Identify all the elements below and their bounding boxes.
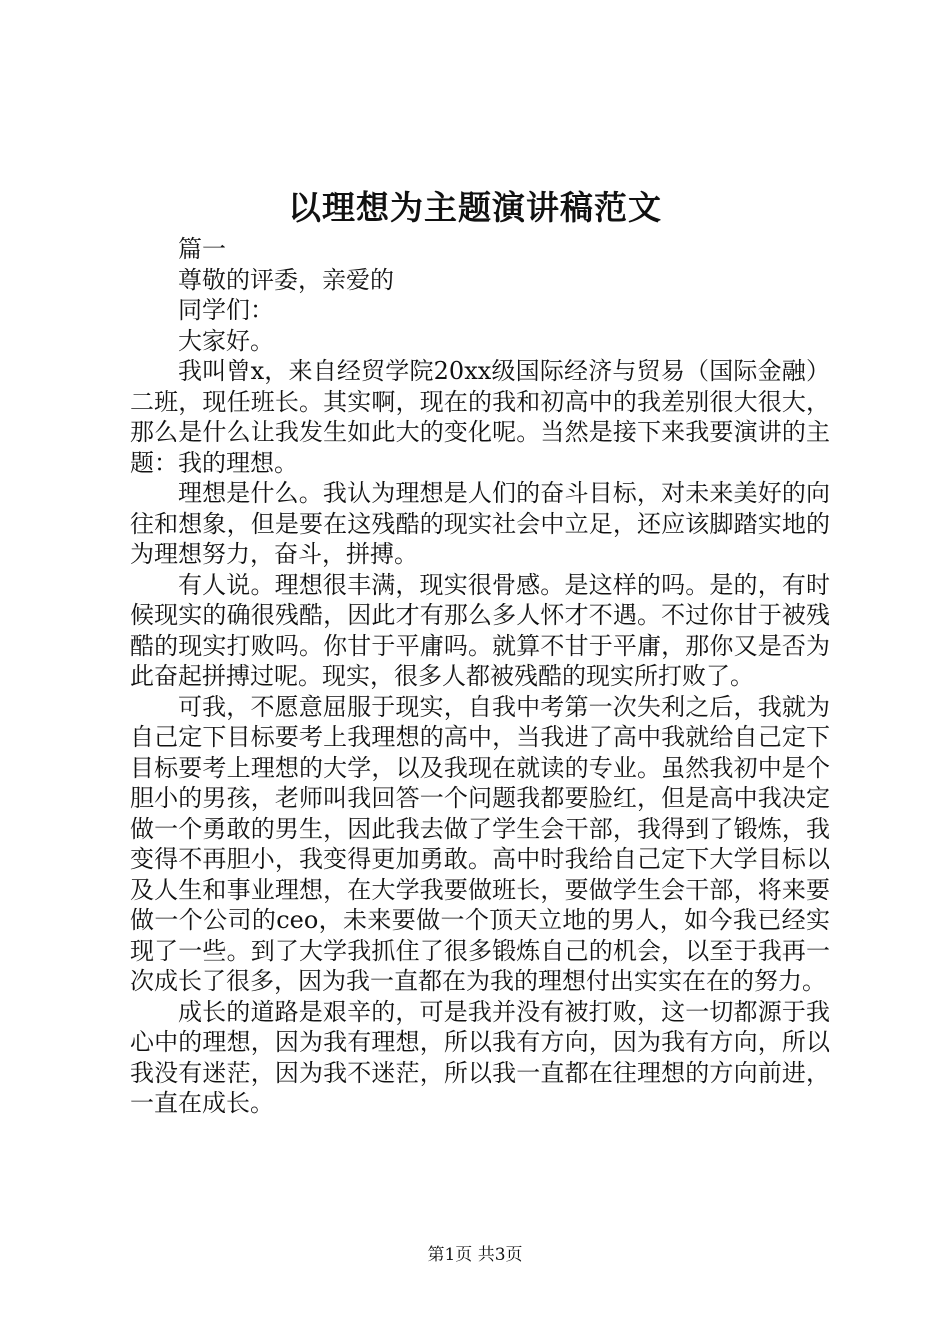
paragraph-introduction: 我叫曾x，来自经贸学院20xx级国际经济与贸易（国际金融）二班，现任班长。其实啊，现在的我和初高中的我差别很大很大，那么是什么让我发生如此大的变化呢。当然是接下来我要演讲的主题：我的理想。: [130, 357, 830, 477]
paragraph-greeting: 大家好。: [178, 326, 274, 355]
paragraph-reality: 有人说。理想很丰满，现实很骨感。是这样的吗。是的，有时候现实的确很残酷，因此才有那么多人怀才不遇。不过你甘于被残酷的现实打败吗。你甘于平庸吗。就算不甘于平庸，那你又是否为此奋起拼搏过呢。现实，很多人都被残酷的现实所打败了。: [130, 570, 830, 690]
paragraph-what-is-ideal: 理想是什么。我认为理想是人们的奋斗目标，对未来美好的向往和想象，但是要在这残酷的现实社会中立足，还应该脚踏实地的为理想努力，奋斗，拼搏。: [130, 479, 830, 568]
page-number-footer: 第1页 共3页: [427, 1245, 523, 1265]
paragraph-growth: 成长的道路是艰辛的，可是我并没有被打败，这一切都源于我心中的理想，因为我有理想，所以我有方向，因为我有方向，所以我没有迷茫，因为我不迷茫，所以我一直都在往理想的方向前进，一直在成长。: [130, 997, 830, 1117]
paragraph-personal-story: 可我，不愿意屈服于现实，自我中考第一次失利之后，我就为自己定下目标要考上我理想的高中，当我进了高中我就给自己定下目标要考上理想的大学，以及我现在就读的专业。虽然我初中是个胆小的男孩，老师叫我回答一个问题我都要脸红，但是高中我决定做一个勇敢的男生，因此我去做了学生会干部，我得到了锻炼，我变得不再胆小，我变得更加勇敢。高中时我给自己定下大学目标以及人生和事业理想，在大学我要做班长，要做学生会干部，将来要做一个公司的ceo，未来要做一个顶天立地的男人，如今我已经实现了一些。到了大学我抓住了很多锻炼自己的机会，以至于我再一次成长了很多，因为我一直都在为我的理想付出实实在在的努力。: [130, 692, 830, 995]
paragraph-salutation: 尊敬的评委，亲爱的: [178, 265, 394, 294]
document-body: [130, 234, 830, 1119]
paragraph-salutation-continued: 同学们：: [178, 296, 274, 324]
document-title: 以理想为主题演讲稿范文: [288, 188, 662, 227]
paragraph-section-label: 篇一: [178, 235, 226, 263]
